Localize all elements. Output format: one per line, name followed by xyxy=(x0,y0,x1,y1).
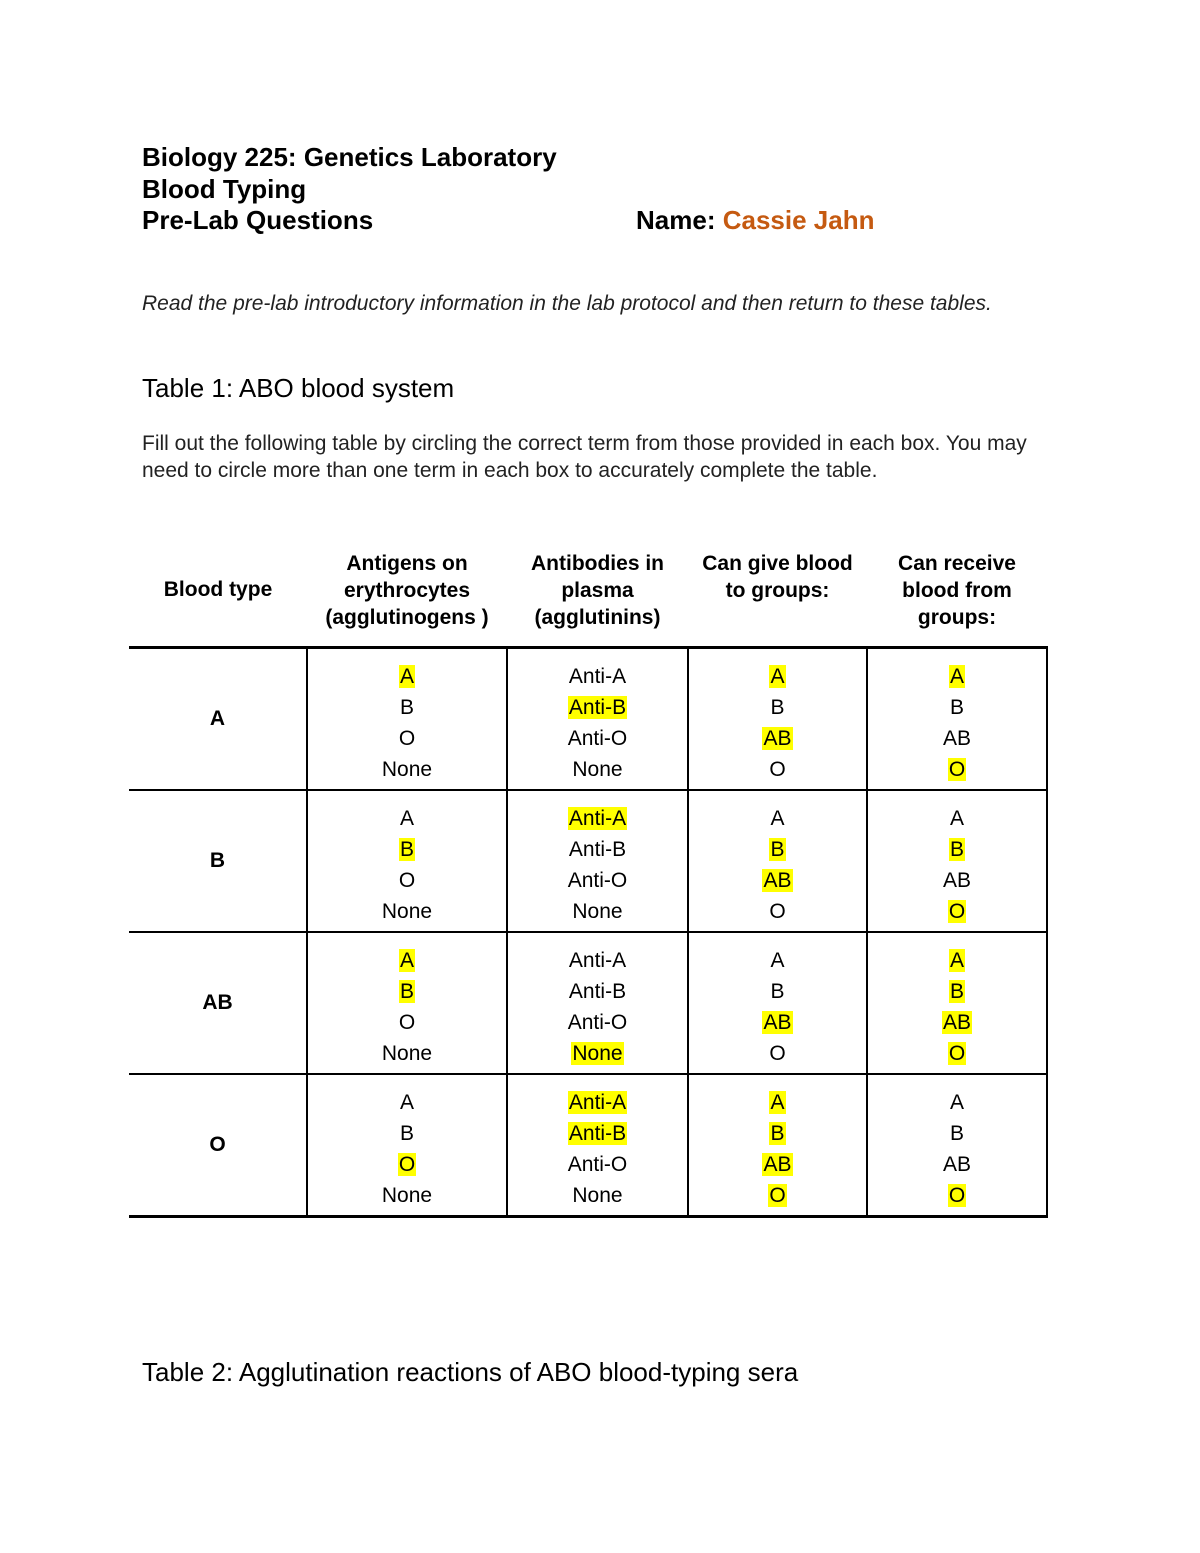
option-label: O xyxy=(398,1152,416,1176)
option-label: Anti-A xyxy=(568,806,627,830)
section-title: Pre-Lab Questions xyxy=(142,205,374,235)
blood-type-cell: AB xyxy=(129,932,307,1074)
selected-option[interactable] xyxy=(868,1007,1046,1038)
blood-type-cell: B xyxy=(129,790,307,932)
option-label: A xyxy=(770,1090,785,1114)
option[interactable] xyxy=(308,1007,506,1038)
option-label: AB xyxy=(942,1010,971,1034)
option[interactable] xyxy=(689,896,866,927)
option[interactable] xyxy=(508,1007,687,1038)
option[interactable] xyxy=(308,723,506,754)
option-label: B xyxy=(770,979,785,1003)
option[interactable] xyxy=(508,661,687,692)
option[interactable] xyxy=(868,865,1046,896)
option-label: B xyxy=(770,695,785,719)
option-label: Anti-A xyxy=(568,1090,627,1114)
selected-option[interactable] xyxy=(508,1118,687,1149)
option[interactable] xyxy=(308,896,506,927)
can-give-cell xyxy=(688,647,867,790)
selected-option[interactable] xyxy=(868,834,1046,865)
option[interactable] xyxy=(308,1087,506,1118)
selected-option[interactable] xyxy=(689,1149,866,1180)
option-label: Anti-O xyxy=(567,1152,628,1176)
selected-option[interactable] xyxy=(508,803,687,834)
option-label: None xyxy=(381,757,433,781)
option-label: A xyxy=(949,806,964,830)
can-give-cell xyxy=(688,932,867,1074)
selected-option[interactable] xyxy=(868,754,1046,785)
selected-option[interactable] xyxy=(868,661,1046,692)
selected-option[interactable] xyxy=(689,1087,866,1118)
option[interactable] xyxy=(689,803,866,834)
antigens-cell xyxy=(307,647,507,790)
selected-option[interactable] xyxy=(689,1180,866,1211)
option-label: O xyxy=(948,757,966,781)
selected-option[interactable] xyxy=(308,1149,506,1180)
option-label: O xyxy=(769,757,786,781)
option[interactable] xyxy=(508,945,687,976)
can-receive-cell xyxy=(867,1074,1047,1217)
option-label: O xyxy=(398,726,416,750)
option-label: AB xyxy=(763,1152,792,1176)
name-value: Cassie Jahn xyxy=(722,205,875,235)
table-row xyxy=(129,790,1047,932)
option[interactable] xyxy=(508,754,687,785)
option[interactable] xyxy=(508,865,687,896)
option-label: A xyxy=(949,1090,964,1114)
can-give-cell xyxy=(688,1074,867,1217)
antigens-cell xyxy=(307,1074,507,1217)
option[interactable] xyxy=(308,1180,506,1211)
option-label: None xyxy=(381,1041,433,1065)
option[interactable] xyxy=(868,803,1046,834)
selected-option[interactable] xyxy=(868,896,1046,927)
intro-text: Read the pre-lab introductory information in the lab protocol and then return to these tables. xyxy=(142,292,992,315)
option[interactable] xyxy=(689,692,866,723)
selected-option[interactable] xyxy=(868,945,1046,976)
option-label: A xyxy=(770,664,785,688)
option-label: B xyxy=(399,979,414,1003)
option[interactable] xyxy=(308,692,506,723)
option-label: A xyxy=(399,948,414,972)
col-header-can-give: Can give blood to groups: xyxy=(702,552,853,602)
option-label: Anti-O xyxy=(567,1010,628,1034)
option-label: A xyxy=(399,1090,414,1114)
option-label: O xyxy=(398,1010,416,1034)
name-label: Name: xyxy=(636,205,716,235)
option-label: Anti-O xyxy=(567,868,628,892)
table-row xyxy=(129,932,1047,1074)
option-label: O xyxy=(769,899,786,923)
option[interactable] xyxy=(868,1087,1046,1118)
option-label: O xyxy=(948,899,966,923)
col-header-blood-type: Blood type xyxy=(163,578,273,602)
option[interactable] xyxy=(508,976,687,1007)
option-label: None xyxy=(381,1183,433,1207)
option-label: AB xyxy=(942,726,971,750)
table-row xyxy=(129,647,1047,790)
selected-option[interactable] xyxy=(308,834,506,865)
option-label: B xyxy=(399,837,414,861)
selected-option[interactable] xyxy=(689,865,866,896)
option[interactable] xyxy=(308,803,506,834)
antibodies-cell xyxy=(507,790,688,932)
course-title: Biology 225: Genetics Laboratory xyxy=(142,142,557,172)
option[interactable] xyxy=(508,723,687,754)
option-label: B xyxy=(770,1121,785,1145)
selected-option[interactable] xyxy=(508,1087,687,1118)
option-label: A xyxy=(770,948,785,972)
selected-option[interactable] xyxy=(689,723,866,754)
col-header-antigens: Antigens on erythrocytes (agglutinogens ) xyxy=(325,552,489,629)
option[interactable] xyxy=(508,1149,687,1180)
selected-option[interactable] xyxy=(689,1118,866,1149)
option-label: B xyxy=(949,837,964,861)
col-header-can-receive: Can receive blood from groups: xyxy=(898,552,1016,629)
option[interactable] xyxy=(868,1118,1046,1149)
can-give-cell xyxy=(688,790,867,932)
option-label: AB xyxy=(942,868,971,892)
option-label: A xyxy=(399,806,414,830)
option-label: B xyxy=(949,695,964,719)
option-label: O xyxy=(398,868,416,892)
option-label: AB xyxy=(763,1010,792,1034)
option-label: AB xyxy=(763,726,792,750)
blood-type-cell: A xyxy=(129,647,307,790)
option-label: B xyxy=(399,1121,414,1145)
option-label: A xyxy=(399,664,414,688)
option-label: None xyxy=(572,1041,623,1065)
table1-instructions: Fill out the following table by circling the correct term from those provided in each box. You may need to circle more than one term in each box to accurately complete the table. xyxy=(142,432,1027,482)
option-label: Anti-B xyxy=(568,979,627,1003)
selected-option[interactable] xyxy=(868,1038,1046,1069)
option[interactable] xyxy=(689,945,866,976)
can-receive-cell xyxy=(867,647,1047,790)
selected-option[interactable] xyxy=(308,945,506,976)
selected-option[interactable] xyxy=(508,692,687,723)
col-header-antibodies: Antibodies in plasma (agglutinins) xyxy=(531,552,664,629)
selected-option[interactable] xyxy=(308,661,506,692)
antigens-cell xyxy=(307,790,507,932)
option[interactable] xyxy=(308,865,506,896)
option-label: A xyxy=(770,806,785,830)
option[interactable] xyxy=(508,834,687,865)
option-label: None xyxy=(572,1183,623,1207)
lab-topic: Blood Typing xyxy=(142,174,307,204)
can-receive-cell xyxy=(867,932,1047,1074)
option-label: O xyxy=(948,1041,966,1065)
antibodies-cell xyxy=(507,932,688,1074)
antibodies-cell xyxy=(507,1074,688,1217)
option-label: None xyxy=(381,899,433,923)
option-label: None xyxy=(572,899,623,923)
option-label: Anti-O xyxy=(567,726,628,750)
selected-option[interactable] xyxy=(689,1007,866,1038)
abo-table xyxy=(129,540,1048,1218)
option-label: None xyxy=(572,757,623,781)
table1-title: Table 1: ABO blood system xyxy=(142,373,455,403)
blood-type-cell: O xyxy=(129,1074,307,1217)
option[interactable] xyxy=(868,723,1046,754)
option-label: B xyxy=(949,979,964,1003)
option-label: Anti-A xyxy=(568,948,627,972)
table-header-row xyxy=(129,540,1047,647)
selected-option[interactable] xyxy=(689,661,866,692)
option-label: AB xyxy=(763,868,792,892)
option[interactable] xyxy=(689,976,866,1007)
selected-option[interactable] xyxy=(508,1038,687,1069)
option-label: A xyxy=(949,664,964,688)
option-label: B xyxy=(949,1121,964,1145)
option[interactable] xyxy=(308,1118,506,1149)
option-label: O xyxy=(769,1183,786,1207)
option[interactable] xyxy=(689,754,866,785)
option-label: Anti-A xyxy=(568,664,627,688)
option-label: O xyxy=(948,1183,966,1207)
can-receive-cell xyxy=(867,790,1047,932)
selected-option[interactable] xyxy=(868,1180,1046,1211)
option[interactable] xyxy=(308,754,506,785)
selected-option[interactable] xyxy=(308,976,506,1007)
option-label: A xyxy=(949,948,964,972)
option-label: Anti-B xyxy=(568,837,627,861)
option-label: O xyxy=(769,1041,786,1065)
option[interactable] xyxy=(868,692,1046,723)
option-label: AB xyxy=(942,1152,971,1176)
option-label: Anti-B xyxy=(568,1121,627,1145)
option[interactable] xyxy=(508,1180,687,1211)
option[interactable] xyxy=(308,1038,506,1069)
option[interactable] xyxy=(508,896,687,927)
option-label: Anti-B xyxy=(568,695,627,719)
antigens-cell xyxy=(307,932,507,1074)
option[interactable] xyxy=(689,1038,866,1069)
student-name xyxy=(636,204,874,236)
antibodies-cell xyxy=(507,647,688,790)
option-label: B xyxy=(770,837,785,861)
option-label: B xyxy=(399,695,414,719)
table-row xyxy=(129,1074,1047,1217)
selected-option[interactable] xyxy=(689,834,866,865)
table2-title: Table 2: Agglutination reactions of ABO blood-typing sera xyxy=(142,1357,799,1387)
option[interactable] xyxy=(868,1149,1046,1180)
selected-option[interactable] xyxy=(868,976,1046,1007)
